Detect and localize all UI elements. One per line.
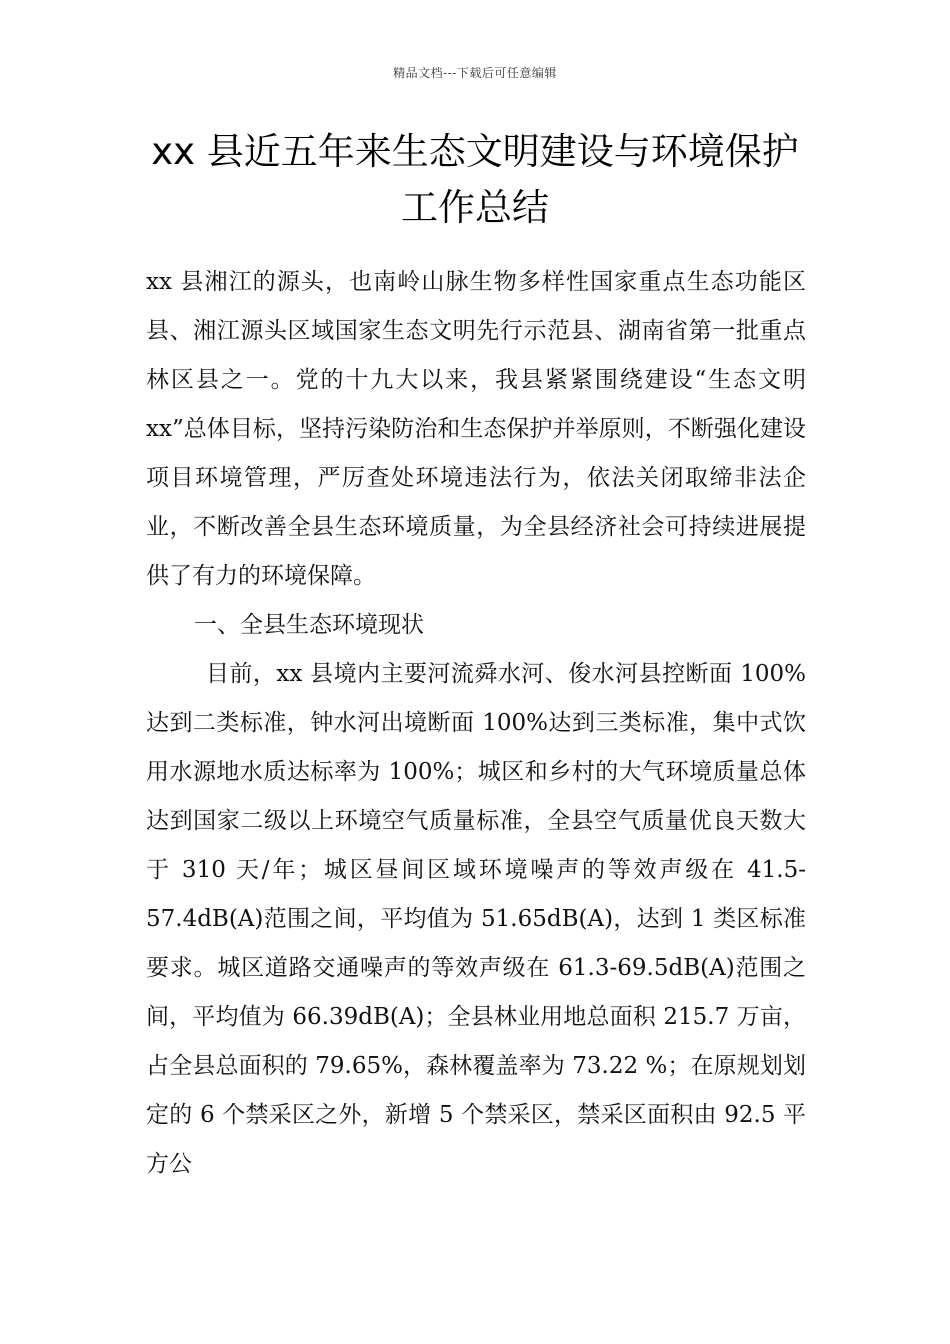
section-heading: 一、全县生态环境现状: [194, 612, 424, 638]
document-title: [0, 124, 950, 236]
title-line-2: 工作总结: [401, 186, 549, 229]
intro-paragraph: xx 县湘江的源头，也南岭山脉生物多样性国家重点生态功能区县、湘江源头区域国家生态文明先行示范县、湖南省第一批重点林区县之一。党的十九大以来，我县紧紧围绕建设“生态文明 xx”总体目标，坚持污染防治和生态保护并举原则，不断强化建设项目环境管理，严厉查处环境违法行为，依法关闭取缔非法企业，不断改善全县生态环境质量，为全县经济社会可持续进展提供了有力的环境保障。: [146, 269, 806, 589]
header-note: 精品文档---下载后可任意编辑: [393, 66, 557, 80]
title-line-1: xx 县近五年来生态文明建设与环境保护: [151, 130, 799, 173]
document-body: [146, 258, 806, 1189]
section-paragraph: 目前，xx 县境内主要河流舜水河、俊水河县控断面 100%达到二类标准，钟水河出境断面 100%达到三类标准，集中式饮用水源地水质达标率为 100%；城区和乡村的大气环境质量总体达到国家二级以上环境空气质量标准，全县空气质量优良天数大于 310 天/年；城区昼间区域环境噪声的等效声级在 41.5-57.4dB(A)范围之间，平均值为 51.65dB(A)，达到 1 类区标准要求。城区道路交通噪声的等效声级在 61.3-69.5dB(A)范围之间，平均值为 66.39dB(A)；全县林业用地总面积 215.7 万亩，占全县总面积的 79.65%，森林覆盖率为 73.22 %；在原规划划定的 6 个禁采区之外，新增 5 个禁采区，禁采区面积由 92.5 平方公: [146, 661, 806, 1177]
